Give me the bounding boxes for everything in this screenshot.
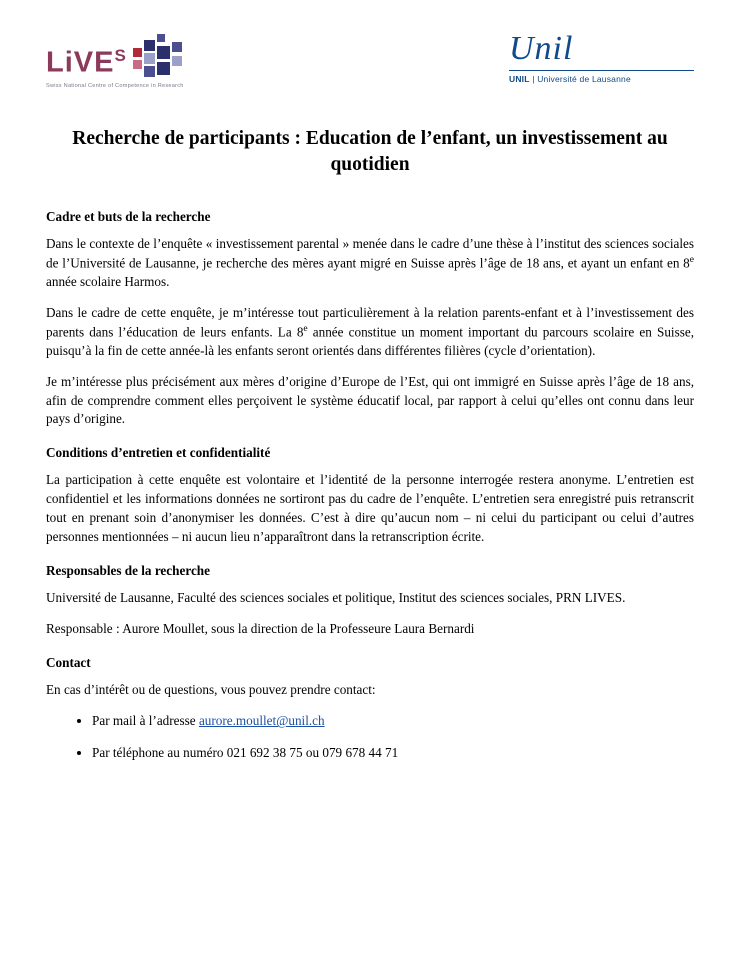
list-item — [92, 711, 694, 731]
unil-subtitle-bold: UNIL — [509, 74, 530, 84]
section-heading-responsables: Responsables de la recherche — [46, 562, 210, 578]
contact-bullet-list — [46, 711, 694, 763]
document-header — [46, 28, 694, 104]
paragraph-cadre-3: Je m’intéresse plus précisément aux mères d’origine d’Europe de l’Est, qui ont immigré en Suisse après l’âge de 18 ans, afin de comprendre comment elles perçoivent le système éducatif local, par rapport à celui qu’elles ont connu dans leur pays d’origine. — [46, 373, 694, 427]
section-heading-contact: Contact — [46, 654, 91, 670]
section-heading-conditions: Conditions d’entretien et confidentialité — [46, 445, 271, 461]
list-item — [92, 743, 694, 763]
section-heading-cadre: Cadre et buts de la recherche — [46, 208, 211, 224]
unil-wordmark: Unil — [509, 30, 574, 67]
paragraph-cadre-1: Dans le contexte de l’enquête « investissement parental » menée dans le cadre d’une thèse à l’institut des sciences sociales de l’Université de Lausanne, je recherche des mères ayant migré en Suisse après l’âge de 18 ans, et ayant un enfant en 8e année scolaire Harmos. — [46, 235, 694, 289]
paragraph-responsables-2: Responsable : Aurore Moullet, sous la direction de la Professeure Laura Bernardi — [46, 620, 475, 636]
paragraph-cadre-2: Dans le cadre de cette enquête, je m’intéresse tout particulièrement à la relation parents-enfant et à l’investissement des parents dans l’éducation de leurs enfants. La 8e année constitue un moment important du parcours scolaire en Suisse, puisqu’à la fin de cette année-là les enfants seront orientés dans différentes filières (cycle d’orientation). — [46, 304, 694, 358]
paragraph-conditions-1: La participation à cette enquête est volontaire et l’identité de la personne interrogée restera anonyme. L’entretien est confidentiel et les informations données ne sortiront pas du cadre de l’enquête. L’entretien sera enregistré puis retranscrit tout en prenant soin d’anonymiser les données. C’est à dire qu’aucun nom – ni celui du participant ou celui d’autres personnes mentionnées – ni aucun lieu n’apparaîtront dans la retranscription écrite. — [46, 472, 694, 544]
lives-tagline: Swiss National Centre of Competence in Research — [46, 83, 184, 89]
lives-logo — [46, 28, 206, 89]
page-title: Recherche de participants : Education de l’enfant, un investissement au quotidien — [72, 128, 668, 176]
unil-subtitle-rest: Université de Lausanne — [537, 74, 631, 84]
lives-wordmark-superscript: S — [114, 46, 127, 66]
contact-email-link[interactable]: aurore.moullet@unil.ch — [198, 713, 325, 729]
paragraph-contact-1: En cas d’intérêt ou de questions, vous pouvez prendre contact: — [46, 681, 376, 697]
unil-subtitle — [509, 74, 694, 84]
unil-rule-divider — [509, 70, 694, 71]
lives-logo-row — [46, 34, 206, 78]
paragraph-responsables-1: Université de Lausanne, Faculté des sciences sociales et politique, Institut des sciences sociales, PRN LIVES. — [46, 589, 626, 605]
lives-squares-icon — [131, 34, 187, 78]
contact-mail-label: Par mail à l’adresse — [92, 713, 199, 729]
unil-subtitle-separator: | — [532, 74, 535, 84]
lives-wordmark: LiVE$^S$ — [46, 46, 127, 79]
contact-phone-label: Par téléphone au numéro 021 692 38 75 ou 079 678 44 71 — [92, 745, 399, 761]
unil-logo — [509, 28, 694, 84]
